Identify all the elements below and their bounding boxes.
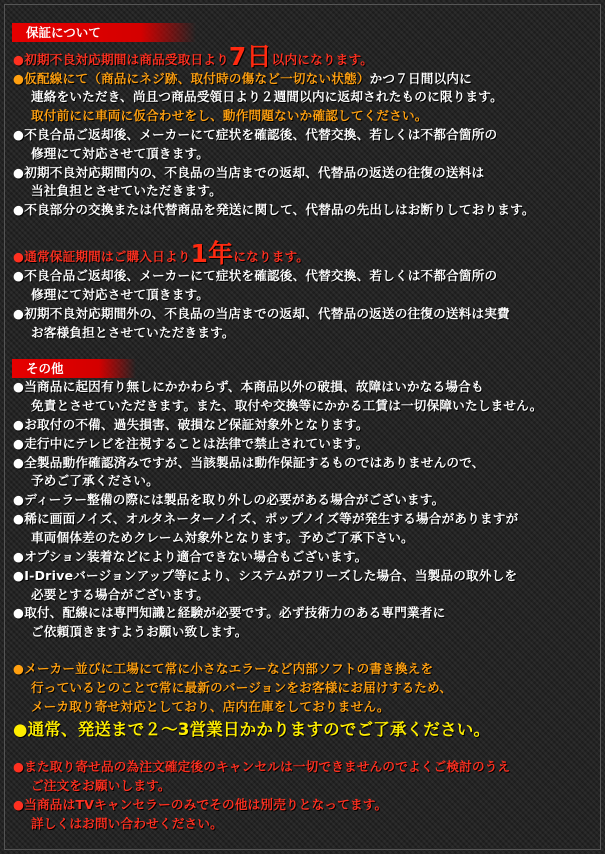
software-update-line: ●メーカー並びに工場にて常に小さなエラーなど内部ソフトの書き換えを: [13, 661, 434, 676]
initial-defect-period-line: [13, 42, 374, 71]
customer-burden-line: お客様負担とさせていただきます。: [31, 325, 235, 340]
normal-repair-line: 修理にて対応させて頂きます。: [31, 287, 210, 302]
defect-return-line: ●不良合品ご返却後、メーカーにて症状を確認後、代替交換、若しくは不都合箇所の: [13, 127, 498, 142]
shipping-cost-line: ●初期不良対応期間内の、不良品の当店までの返却、代替品の返送の往復の送料は: [13, 165, 485, 180]
seven-days-highlight: 7日: [228, 42, 272, 71]
other-item-line: ●当商品に起因有り無しにかかわらず、本商品以外の破損、故障はいかなる場合も: [13, 379, 484, 394]
other-section-tag-label: その他: [26, 361, 64, 376]
other-item-line: ●稀に画面ノイズ、オルタネーターノイズ、ポップノイズ等が発生する場合がありますが: [13, 511, 519, 526]
contact-within-two-weeks-line: 連絡をいただき、尚且つ商品受領日より２週間以内に返却されたものに限ります。: [31, 89, 503, 104]
other-item-line: 予めご了承ください。: [31, 473, 159, 488]
other-item-line: ご依頼頂きますようお願い致します。: [31, 624, 248, 639]
other-item-line: 免責とさせていただきます。また、取付や交換等にかかる工賃は一切保障いたしません。: [31, 398, 543, 413]
company-burden-line: 当社負担とさせていただきます。: [31, 183, 222, 198]
warranty-section-tag: [12, 23, 196, 42]
repair-response-line: 修理にて対応させて頂きます。: [31, 146, 210, 161]
other-item-line: ●オプション装着などにより適合できない場合もございます。: [13, 549, 368, 564]
other-item-line: 必要とする場合がございます。: [31, 587, 210, 602]
temporary-wiring-line: [13, 70, 472, 88]
other-item-line: ●走行中にテレビを注視することは法律で禁止されています。: [13, 436, 369, 451]
temporary-wiring-text: ●仮配線にて（商品にネジ跡、取付時の傷など一切ない状態）: [13, 71, 370, 86]
no-cancellation-line: ●また取り寄せ品の為注文確定後のキャンセルは一切できませんのでよくご検討のうえ: [13, 759, 511, 774]
other-item-line: ●お取付の不備、過失損害、破損など保証対象外となります。: [13, 417, 369, 432]
normal-defect-return-line: ●不良合品ご返却後、メーカーにて症状を確認後、代替交換、若しくは不都合箇所の: [13, 268, 498, 283]
other-item-line: ●ディーラー整備の際には製品を取り外しの必要がある場合がございます。: [13, 492, 445, 507]
temporary-wiring-suffix: かつ７日間以内に: [369, 71, 472, 86]
other-section-tag: [12, 359, 136, 378]
inquire-details-line: 詳しくはお問い合わせください。: [31, 816, 223, 831]
normal-warranty-text: ●通常保証期間はご購入日より: [13, 249, 191, 264]
other-item-line: ●I-Driveバージョンアップ等により、システムがフリーズした場合、当製品の取外しを: [13, 568, 518, 583]
normal-warranty-suffix: になります。: [233, 249, 310, 264]
normal-warranty-period-line: [13, 239, 310, 268]
latest-version-line: 行っているとのことで常に最新のバージョンをお客様にお届けするため、: [31, 680, 453, 695]
one-year-highlight: 1年: [190, 239, 234, 268]
warranty-section-tag-label: 保証について: [26, 25, 101, 40]
shipping-time-notice: ●通常、発送まで２～3営業日かかりますのでご了承ください。: [13, 720, 491, 739]
other-item-line: ●全製品動作確認済みですが、当該製品は動作保証するものではありませんので、: [13, 455, 485, 470]
tv-canceller-only-line: ●当商品はTVキャンセラーのみでその他は別売りとなってます。: [13, 797, 388, 812]
pre-install-check-line: 取付前にに車両に仮合わせをし、動作問題ないか確認してください。: [31, 108, 428, 123]
no-advance-replacement-line: ●不良部分の交換または代替商品を発送に関して、代替品の先出しはお断りしております。: [13, 202, 535, 217]
normal-shipping-cost-line: ●初期不良対応期間外の、不良品の当店までの返却、代替品の返送の往復の送料は実費: [13, 306, 510, 321]
other-item-line: 車両個体差のためクレーム対象外となります。予めご了承下さい。: [31, 530, 414, 545]
other-item-line: ●取付、配線には専門知識と経験が必要です。必ず技術力のある専門業者に: [13, 605, 446, 620]
order-to-stock-line: メーカ取り寄せ対応としており、店内在庫をしておりません。: [31, 699, 390, 714]
initial-defect-suffix: 以内になります。: [271, 52, 374, 67]
please-order-line: ご注文をお願いします。: [31, 778, 171, 793]
initial-defect-text: ●初期不良対応期間は商品受取日より: [13, 52, 229, 67]
